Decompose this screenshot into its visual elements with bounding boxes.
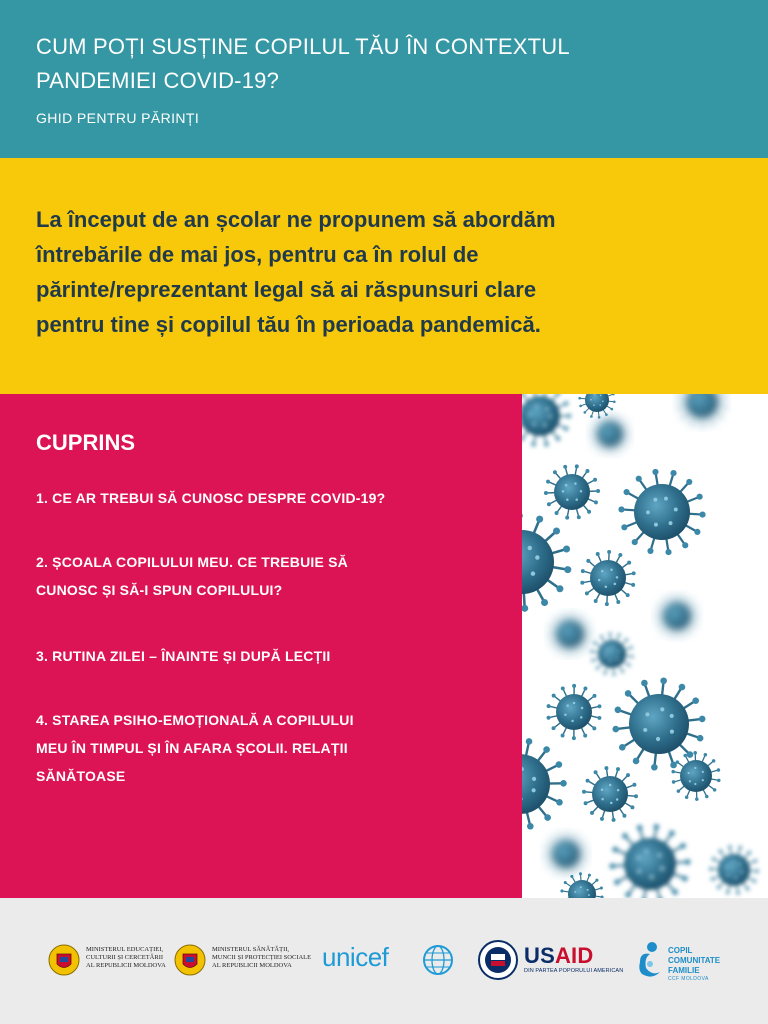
virus-particle-icon	[580, 550, 635, 606]
toc-item-2-line-2[interactable]: CUNOSC ȘI SĂ-I SPUN COPILULUI?	[36, 582, 283, 598]
ministry-education-line: AL REPUBLICII MOLDOVA	[86, 962, 166, 969]
virus-particle-icon	[618, 469, 705, 555]
virus-particle-icon	[548, 612, 592, 655]
virus-illustration	[522, 394, 768, 898]
page-title-line-2: PANDEMIEI COVID-19?	[36, 68, 280, 93]
virus-particle-icon	[709, 845, 759, 894]
virus-particle-icon	[582, 766, 638, 822]
usaid-tagline: DIN PARTEA POPORULUI AMERICAN	[524, 968, 624, 974]
virus-particle-icon	[671, 751, 720, 801]
ccf-line: COPIL	[668, 946, 693, 955]
ccf-line: FAMILIE	[668, 966, 700, 975]
ministry-education-label	[86, 946, 166, 970]
ministry-health-line: MUNCII ȘI PROTECȚIEI SOCIALE	[212, 954, 312, 961]
toc-item-4-line-1[interactable]: 4. STAREA PSIHO-EMOȚIONALĂ A COPILULUI	[36, 712, 354, 728]
virus-particle-icon	[590, 414, 630, 454]
unicef-globe-icon	[422, 944, 454, 976]
intro-line: pentru tine și copilul tău în perioada pandemică.	[36, 312, 541, 337]
toc-item-4-line-2[interactable]: MEU ÎN TIMPUL ȘI ÎN AFARA ȘCOLII. RELAȚII	[36, 740, 348, 756]
ccf-family-icon	[634, 940, 664, 980]
virus-particle-icon	[590, 632, 633, 675]
ccf-line: COMUNITATE	[668, 956, 721, 965]
toc-item-3[interactable]: 3. RUTINA ZILEI – ÎNAINTE ȘI DUPĂ LECȚII	[36, 648, 331, 664]
virus-particle-icon	[544, 832, 587, 876]
usaid-us: US	[524, 943, 555, 968]
ccf-sublabel: CCF MOLDOVA	[668, 976, 709, 982]
ministry-education-line: CULTURII ȘI CERCETĂRII	[86, 954, 164, 961]
unicef-logo-text: unicef	[322, 942, 389, 972]
toc-item-4-line-3[interactable]: SĂNĂTOASE	[36, 768, 126, 784]
moldova-coat-of-arms-icon	[174, 940, 206, 980]
ministry-health-line: MINISTERUL SĂNĂTĂȚII,	[212, 946, 290, 953]
virus-particle-icon	[613, 677, 706, 770]
virus-particle-icon	[560, 872, 603, 898]
virus-particle-icon	[547, 684, 602, 740]
ministry-health-label	[212, 946, 311, 970]
ministry-health-line: AL REPUBLICII MOLDOVA	[212, 962, 292, 969]
moldova-coat-of-arms-icon	[48, 940, 80, 980]
ccf-logo-text	[668, 946, 720, 976]
virus-particle-icon	[578, 394, 615, 419]
virus-particle-icon	[522, 512, 571, 612]
table-of-contents	[0, 394, 522, 898]
footer-logos	[0, 898, 768, 1024]
ministry-education-line: MINISTERUL EDUCAȚIEI,	[86, 946, 164, 953]
intro-line: întrebările de mai jos, pentru ca în rolul de	[36, 242, 479, 267]
page-subtitle: GHID PENTRU PĂRINȚI	[36, 110, 200, 126]
virus-particle-icon	[522, 394, 571, 446]
usaid-logo-text	[524, 943, 593, 969]
page-title-line-1: CUM POȚI SUSȚINE COPILUL TĂU ÎN CONTEXTUL	[36, 34, 570, 59]
toc-item-1[interactable]: 1. CE AR TREBUI SĂ CUNOSC DESPRE COVID-19?	[36, 490, 386, 506]
intro-line: La început de an școlar ne propunem să abordăm	[36, 207, 556, 232]
header-banner	[0, 0, 768, 158]
toc-item-2-line-1[interactable]: 2. ȘCOALA COPILULUI MEU. CE TREBUIE SĂ	[36, 554, 348, 570]
intro-section	[0, 158, 768, 394]
virus-particle-icon	[522, 738, 567, 830]
usaid-aid: AID	[554, 943, 594, 968]
virus-particle-icon	[655, 595, 699, 638]
virus-illustration-panel	[522, 394, 768, 898]
usaid-seal-icon	[478, 940, 518, 980]
intro-line: părinte/reprezentant legal să ai răspunsuri clare	[36, 277, 537, 302]
toc-heading: CUPRINS	[36, 430, 136, 455]
virus-particle-icon	[678, 394, 727, 427]
virus-particle-icon	[609, 824, 690, 898]
virus-particle-icon	[544, 464, 600, 519]
